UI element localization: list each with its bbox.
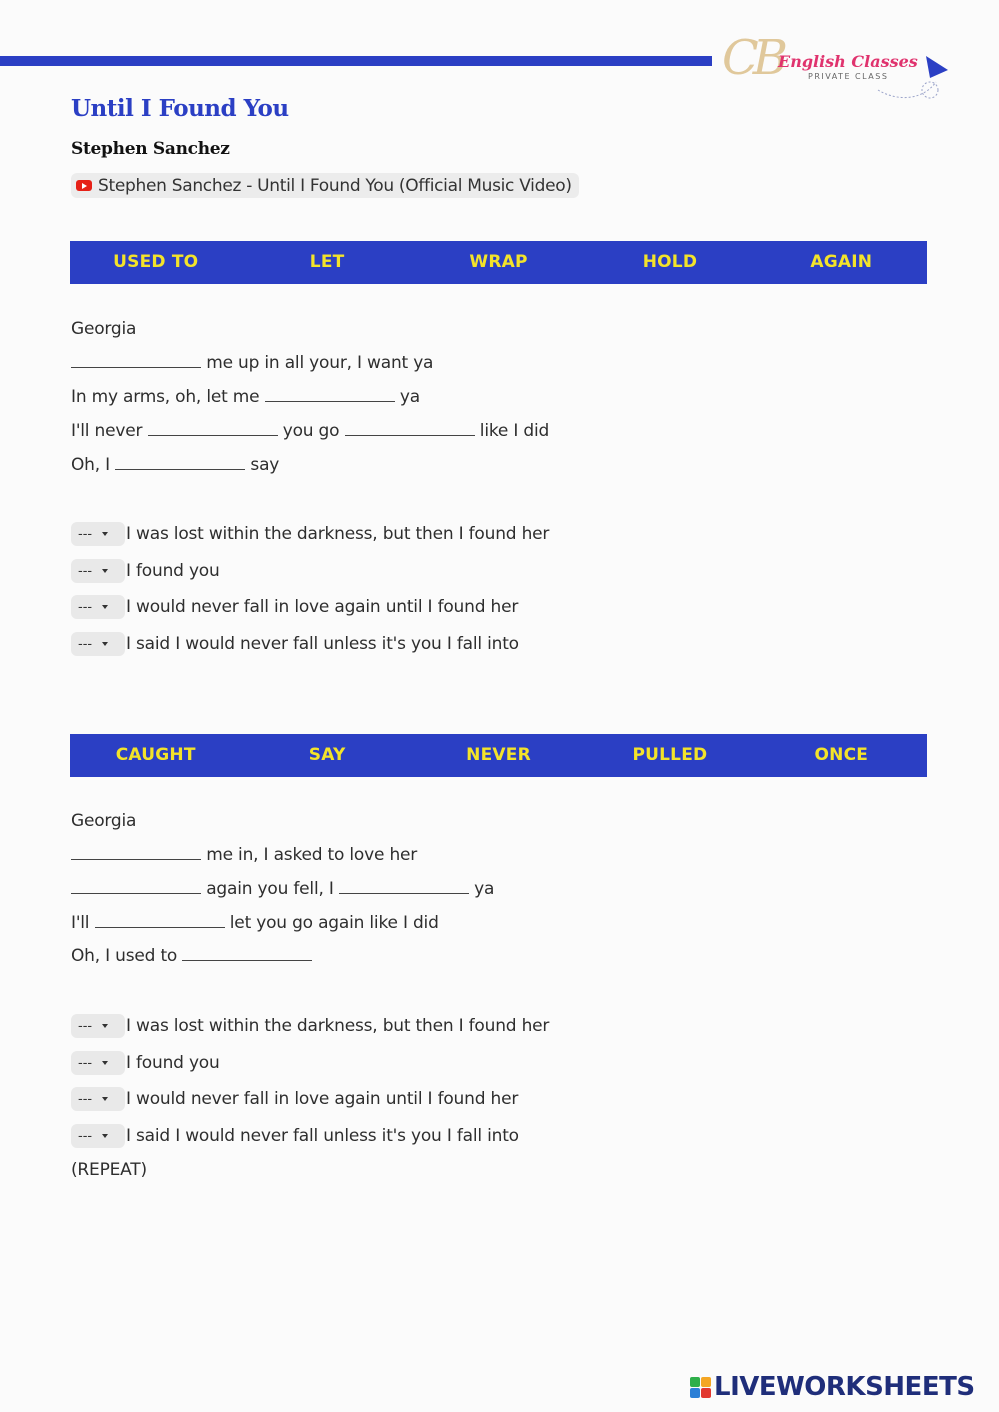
blank-input[interactable] xyxy=(148,423,278,436)
lyric-line: I'll never you go like I did xyxy=(71,421,550,441)
song-artist: Stephen Sanchez xyxy=(71,139,230,159)
chevron-down-icon xyxy=(102,1024,108,1028)
blank-input[interactable] xyxy=(71,881,201,894)
order-dropdown[interactable]: --- xyxy=(71,1051,125,1075)
lyric-line: Georgia xyxy=(71,811,137,831)
video-link[interactable] xyxy=(71,173,579,198)
blank-input[interactable] xyxy=(265,389,395,402)
word-bank-item: PULLED xyxy=(632,745,708,765)
word-bank-item: USED TO xyxy=(113,252,199,272)
blank-input[interactable] xyxy=(71,847,201,860)
lyric-line: me up in all your, I want ya xyxy=(71,353,433,373)
chevron-down-icon xyxy=(102,532,108,536)
chevron-down-icon xyxy=(102,1134,108,1138)
word-bank-item: SAY xyxy=(308,745,346,765)
header-accent-bar xyxy=(0,56,712,66)
blank-input[interactable] xyxy=(339,881,469,894)
cb-english-logo xyxy=(718,30,958,104)
order-dropdown[interactable]: --- xyxy=(71,559,125,583)
liveworksheets-brand xyxy=(690,1372,975,1402)
logo-mark: CB xyxy=(722,30,782,86)
word-bank-2 xyxy=(70,734,927,777)
chevron-down-icon xyxy=(102,569,108,573)
logo-subtitle: PRIVATE CLASS xyxy=(808,72,889,81)
song-title: Until I Found You xyxy=(71,95,289,122)
word-bank-1 xyxy=(70,241,927,284)
chorus-line: --- I would never fall in love again until I found her xyxy=(71,595,518,619)
order-dropdown[interactable]: --- xyxy=(71,595,125,619)
order-dropdown[interactable]: --- xyxy=(71,1124,125,1148)
word-bank-item: AGAIN xyxy=(810,252,873,272)
word-bank-item: HOLD xyxy=(642,252,698,272)
chevron-down-icon xyxy=(102,642,108,646)
blank-input[interactable] xyxy=(182,948,312,961)
lyric-line: Oh, I used to xyxy=(71,946,312,966)
blank-input[interactable] xyxy=(95,915,225,928)
chorus-line: --- I found you xyxy=(71,559,220,583)
order-dropdown[interactable]: --- xyxy=(71,522,125,546)
lyric-line: In my arms, oh, let me ya xyxy=(71,387,420,407)
word-bank-item: LET xyxy=(309,252,345,272)
liveworksheets-icon xyxy=(690,1377,711,1398)
lyric-line: me in, I asked to love her xyxy=(71,845,417,865)
lyric-line: Georgia xyxy=(71,319,137,339)
chevron-down-icon xyxy=(102,605,108,609)
word-bank-item: NEVER xyxy=(466,745,531,765)
chorus-line: --- I was lost within the darkness, but then I found her xyxy=(71,1014,549,1038)
chorus-line: --- I was lost within the darkness, but then I found her xyxy=(71,522,549,546)
lyric-line: I'll let you go again like I did xyxy=(71,913,439,933)
order-dropdown[interactable]: --- xyxy=(71,1087,125,1111)
blank-input[interactable] xyxy=(115,457,245,470)
logo-name: English Classes xyxy=(778,52,918,71)
video-link-label: Stephen Sanchez - Until I Found You (Official Music Video) xyxy=(98,175,572,196)
chevron-down-icon xyxy=(102,1097,108,1101)
chorus-line: --- I said I would never fall unless it's you I fall into xyxy=(71,632,519,656)
repeat-note: (REPEAT) xyxy=(71,1160,147,1180)
chorus-line: --- I said I would never fall unless it's you I fall into xyxy=(71,1124,519,1148)
word-bank-item: WRAP xyxy=(469,252,528,272)
brand-text: LIVEWORKSHEETS xyxy=(714,1372,975,1402)
lyric-line: again you fell, I ya xyxy=(71,879,494,899)
chorus-line: --- I would never fall in love again until I found her xyxy=(71,1087,518,1111)
order-dropdown[interactable]: --- xyxy=(71,632,125,656)
word-bank-item: CAUGHT xyxy=(115,745,196,765)
word-bank-item: ONCE xyxy=(814,745,869,765)
order-dropdown[interactable]: --- xyxy=(71,1014,125,1038)
chorus-line: --- I found you xyxy=(71,1051,220,1075)
lyric-line: Oh, I say xyxy=(71,455,280,475)
blank-input[interactable] xyxy=(71,355,201,368)
youtube-icon xyxy=(76,180,92,191)
chevron-down-icon xyxy=(102,1061,108,1065)
blank-input[interactable] xyxy=(345,423,475,436)
